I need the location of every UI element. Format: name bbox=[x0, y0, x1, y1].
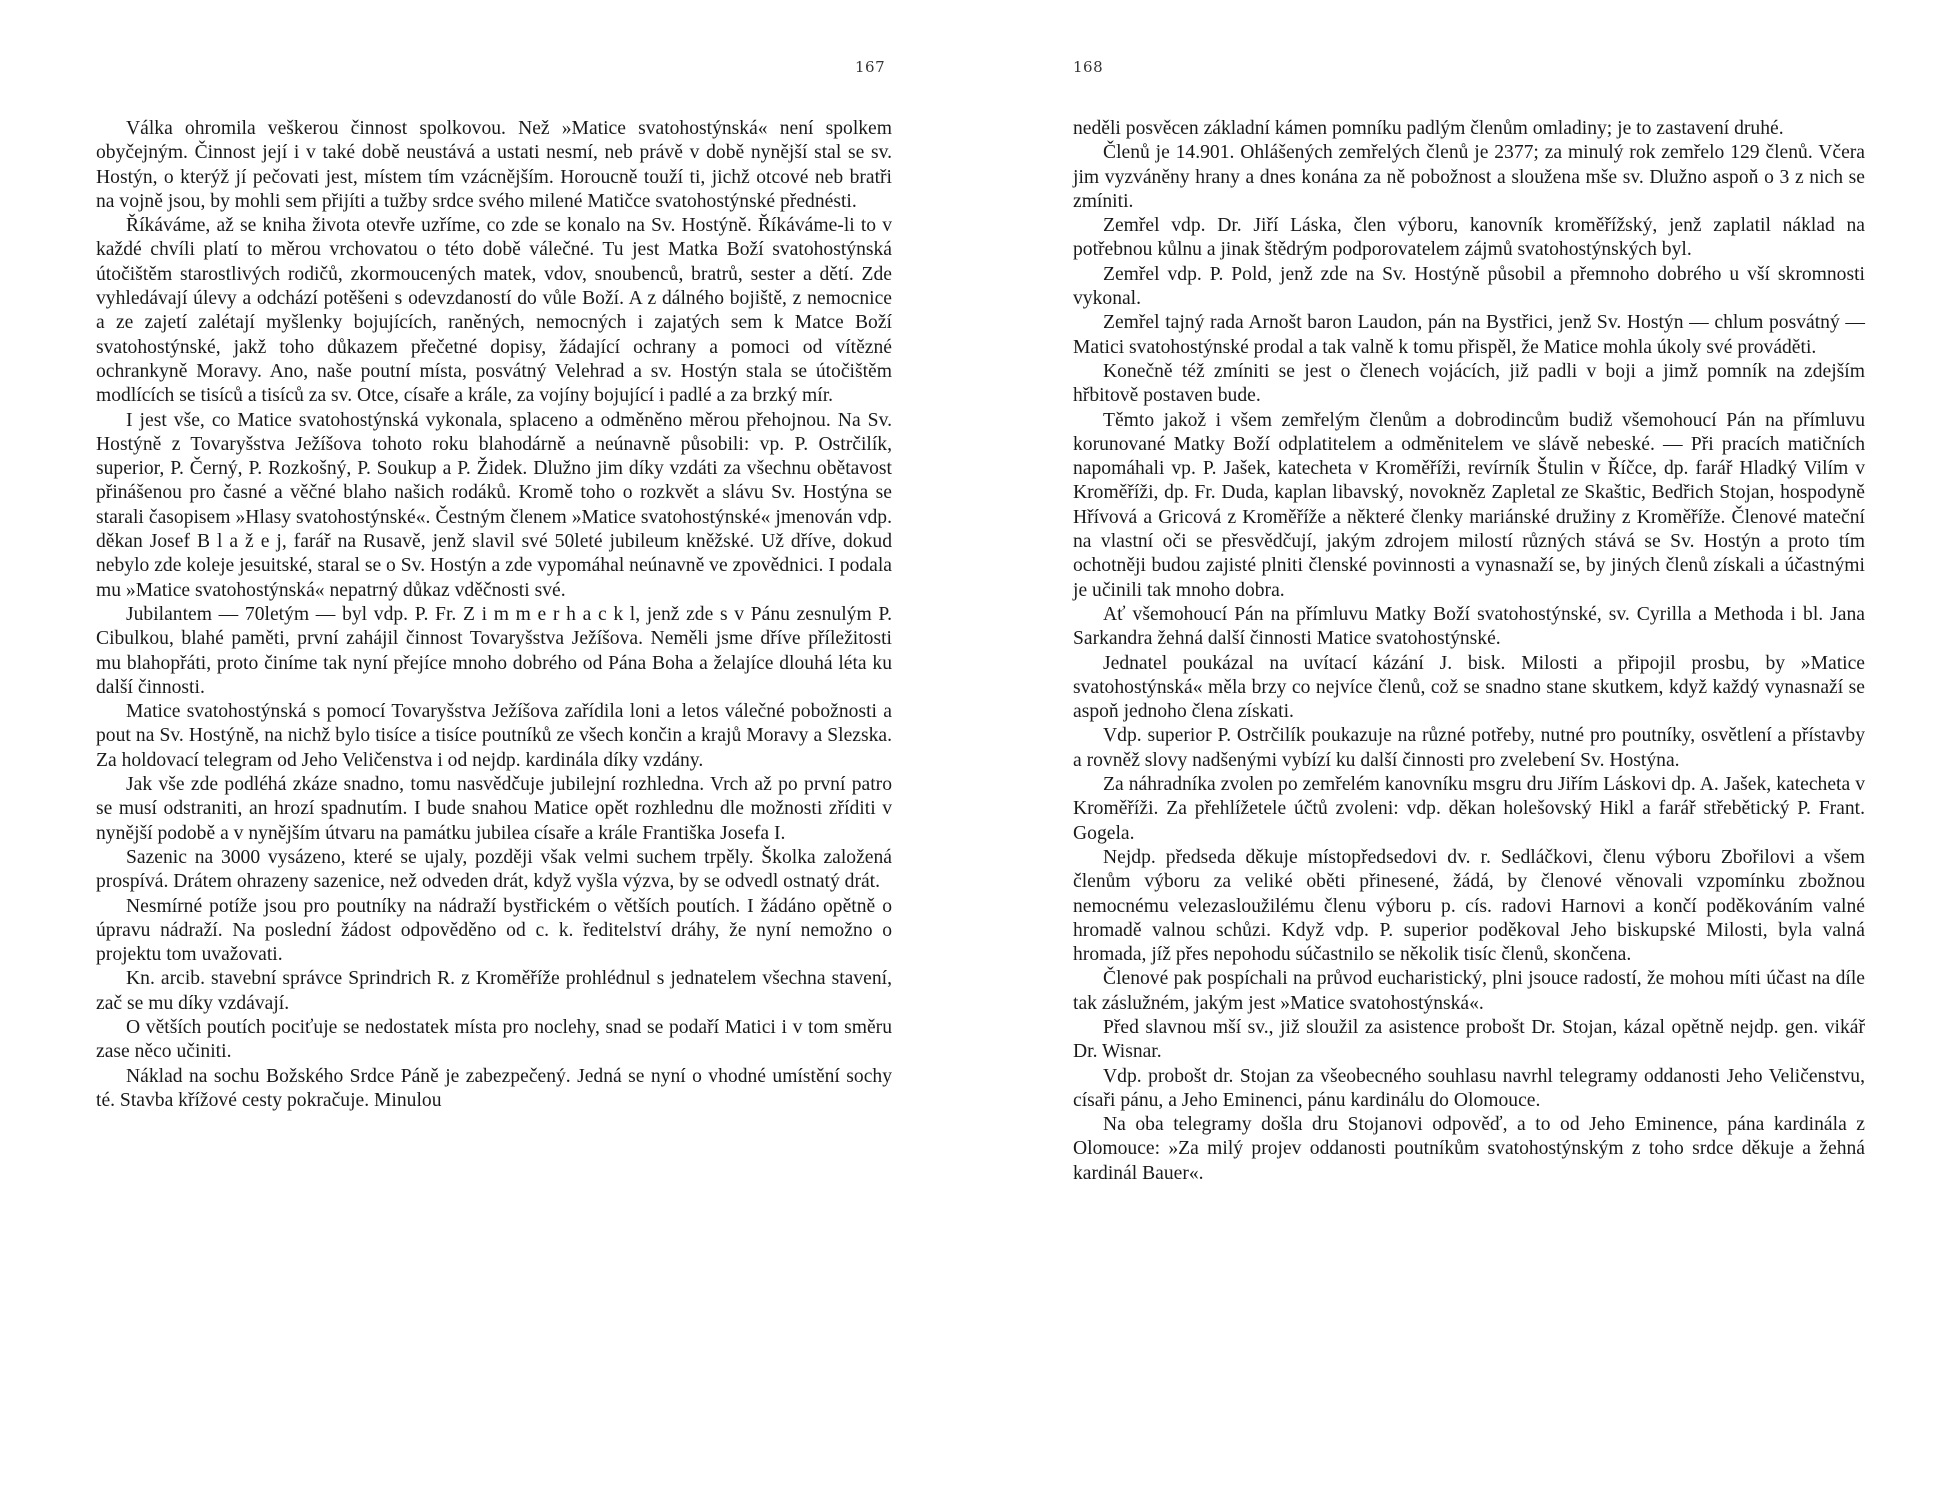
paragraph: Za náhradníka zvolen po zemřelém kanovníku msgru dru Jiřím Láskovi dp. A. Jašek, katecheta v Kroměříži. Za přehlížetele účtů zvoleni: vdp. děkan holešovský Hikl a farář střebětický P. Frant. Gogela. bbox=[1073, 774, 1865, 844]
paragraph: Válka ohromila veškerou činnost spolkovou. Než »Matice svatohostýnská« není spolkem obyčejným. Činnost její i v také době neustává a ustati nesmí, neb právě v době nynější stal se sv. Hostýn, o kterýž jí pečovati jest, místem tím vzácnějším. Horoucně touží ti, jichž otcové neb bratři na vojně jsou, by mohli sem přijíti a tužby srdce svého milené Matičce svatohostýnské přednésti. bbox=[96, 118, 892, 212]
paragraph: Vdp. superior P. Ostrčilík poukazuje na různé potřeby, nutné pro poutníky, osvětlení a přístavby a rovněž slovy nadšenými vybízí ku další činnosti pro zvelebení Sv. Hostýna. bbox=[1073, 725, 1865, 771]
paragraph: Členové pak pospíchali na průvod eucharistický, plni jsouce radostí, že mohou míti účast na díle tak záslužném, jakým jest »Matice svatohostýnská«. bbox=[1073, 968, 1865, 1014]
paragraph: Sazenic na 3000 vysázeno, které se ujaly, později však velmi suchem trpěly. Školka založená prospívá. Drátem ohrazeny sazenice, než odveden drát, když vyšla výzva, by se odvedl ostnatý drát. bbox=[96, 846, 892, 893]
paragraph: Jubilantem — 70letým — byl vdp. P. Fr. Z i m m e r h a c k l, jenž zde s v Pánu zesnulým P. Cibulkou, blahé paměti, první zahájil činnost Tovaryšstva Ježíšova. Neměli jsme dříve příležitosti mu blahopřáti, proto činíme tak nyní přejíce mnoho dobrého od Pána Boha a želajíce dlouhá léta ku další činnosti. bbox=[96, 603, 892, 698]
paragraph: O větších poutích pociťuje se nedostatek místa pro noclehy, snad se podaří Matici i v tom směru zase něco učiniti. bbox=[96, 1016, 892, 1063]
page-number-left: 167 bbox=[855, 58, 886, 76]
paragraph: Vdp. probošt dr. Stojan za všeobecného souhlasu navrhl telegramy oddanosti Jeho Veličenstvu, císaři pánu, a Jeho Eminenci, pánu kardinálu do Olomouce. bbox=[1073, 1065, 1865, 1111]
paragraph: Těmto jakož i všem zemřelým členům a dobrodincům budiž všemohoucí Pán na přímluvu korunované Matky Boží odplatitelem a odměnitelem ve slávě nebeské. — Při pracích matičních napomáhali vp. P. Jašek, katecheta v Kroměříži, revírník Štulin v Říčce, dp. farář Hladký Vilím v Kroměříži, dp. Fr. Duda, kaplan libavský, novokněz Zapletal ze Skaštic, Bedřich Stojan, hospodyně Hřívová a Gricová z Kroměříže a některé členky mariánské družiny z Kroměříže. Členové mateční na vlastní oči se přesvědčují, jakým zdrojem milostí různých stává se Sv. Hostýn a proto tím ochotněji budou zajisté plniti členské povinnosti a vynasnaží se, by jiných členů získali a účastnými je učinili tak mnoho dobra. bbox=[1073, 409, 1865, 601]
paragraph: Na oba telegramy došla dru Stojanovi odpověď, a to od Jeho Eminence, pána kardinála z Olomouce: »Za milý projev oddanosti poutníkům svatohostýnským z toho srdce děkuje a žehná kardinál Bauer«. bbox=[1073, 1114, 1865, 1184]
paragraph: Náklad na sochu Božského Srdce Páně je zabezpečený. Jedná se nyní o vhodné umístění sochy té. Stavba křížové cesty pokračuje. Minulou bbox=[96, 1065, 892, 1111]
paragraph: Jak vše zde podléhá zkáze snadno, tomu nasvědčuje jubilejní rozhledna. Vrch až po první patro se musí odstraniti, an hrozí spadnutím. I bude snahou Matice opět rozhlednu dle možnosti zříditi v nynější podobě a v nynějším útvaru na památku jubilea císaře a krále Františka Josefa I. bbox=[96, 774, 892, 844]
paragraph: Nesmírné potíže jsou pro poutníky na nádraží bystřickém o větších poutích. I žádáno opětně o úpravu nádraží. Na poslední žádost odpověděno od c. k. ředitelství dráhy, že nyní nemožno o projektu tom uvažovati. bbox=[96, 895, 892, 966]
paragraph: Před slavnou mší sv., již sloužil za asistence probošt Dr. Stojan, kázal opětně nejdp. gen. vikář Dr. Wisnar. bbox=[1073, 1016, 1865, 1063]
paragraph: Konečně též zmíniti se jest o členech vojácích, již padli v boji a jimž pomník na zdejším hřbitově postaven bude. bbox=[1073, 360, 1865, 407]
right-page-text bbox=[1073, 117, 1865, 1186]
paragraph: Zemřel tajný rada Arnošt baron Laudon, pán na Bystřici, jenž Sv. Hostýn — chlum posvátný — Matici svatohostýnské prodal a tak valně k tomu přispěl, že Matice mohla úkoly své prováděti. bbox=[1073, 312, 1865, 358]
paragraph: Zemřel vdp. Dr. Jiří Láska, člen výboru, kanovník kroměřížský, jenž zaplatil náklad na potřebnou kůlnu a jinak štědrým podporovatelem zájmů svatohostýnských byl. bbox=[1073, 215, 1865, 261]
paragraph: Kn. arcib. stavební správce Sprindrich R. z Kroměříže prohlédnul s jednatelem všechna stavení, zač se mu díky vzdávají. bbox=[96, 968, 892, 1014]
right-page bbox=[973, 0, 1946, 1500]
page-number-right: 168 bbox=[1073, 58, 1104, 76]
paragraph-continuation: neděli posvěcen základní kámen pomníku padlým členům omladiny; je to zastavení druhé. bbox=[1073, 118, 1784, 139]
paragraph: Zemřel vdp. P. Pold, jenž zde na Sv. Hostýně působil a přemnoho dobrého u vší skromnosti vykonal. bbox=[1073, 263, 1865, 310]
paragraph: Nejdp. předseda děkuje místopředsedovi dv. r. Sedláčkovi, členu výboru Zbořilovi a všem členům výboru za veliké oběti přinesené, žádá, by členové věnovali vzpomínku zbožnou nemocnému velezasloužilému členu výboru p. cís. radovi Harnovi a končí poděkováním valné hromadě valnou schůzi. Když vdp. P. superior poděkoval Jeho biskupské Milosti, byla valná hromada, jíž přes nepohodu súčastnilo se několik tisíc členů, skončena. bbox=[1073, 846, 1865, 966]
paragraph: Matice svatohostýnská s pomocí Tovaryšstva Ježíšova zařídila loni a letos válečné pobožnosti a pout na Sv. Hostýně, na nichž bylo tisíce a tisíce poutníků ze všech končin a krajů Moravy a Slezska. Za holdovací telegram od Jeho Veličenstva i od nejdp. kardinála díky vzdány. bbox=[96, 701, 892, 771]
paragraph: Členů je 14.901. Ohlášených zemřelých členů je 2377; za minulý rok zemřelo 129 členů. Včera jim vyzváněny hrany a dnes konána za ně pobožnost a sloužena mše sv. Dlužno aspoň o 3 z nich se zmíniti. bbox=[1073, 142, 1865, 212]
paragraph: Jednatel poukázal na uvítací kázání J. bisk. Milosti a připojil prosbu, by »Matice svatohostýnská« měla brzy co nejvíce členů, což se snadno stane skutkem, když každý vynasnaží se aspoň jednoho člena získati. bbox=[1073, 652, 1865, 723]
paragraph: Říkáváme, až se kniha života otevře uzříme, co zde se konalo na Sv. Hostýně. Říkáváme-li to v každé chvíli platí to měrou vrchovatou o této době válečné. Tu jest Matka Boží svatohostýnská útočištěm starostlivých rodičů, zkormoucených matek, vdov, snoubenců, bratrů, sester a dětí. Zde vyhledávají úlevy a odchází potěšeni s odevzdaností do vůle Boží. A z dálného bojiště, z nemocnice a ze zajetí zalétají myšlenky bojujících, raněných, nemocných i zajatých sem k Matce Boží svatohostýnské, jakž toho důkazem přečetné dopisy, žádající ochrany a pomoci od vítězné ochrankyně Moravy. Ano, naše poutní místa, posvátný Velehrad a sv. Hostýn stala se útočištěm modlících se tisíců a tisíců za sv. Otce, císaře a krále, za vojíny bojující i padlé a za brzký mír. bbox=[96, 215, 892, 407]
paragraph: I jest vše, co Matice svatohostýnská vykonala, splaceno a odměněno měrou přehojnou. Na Sv. Hostýně z Tovaryšstva Ježíšova tohoto roku blahodárně a neúnavně působili: vp. P. Ostrčilík, superior, P. Černý, P. Rozkošný, P. Soukup a P. Židek. Dlužno jim díky vzdáti za všechnu obětavost přinášenou pro časné a věčné blaho našich rodáků. Kromě toho o rozkvět a slávu Sv. Hostýna se starali časopisem »Hlasy svatohostýnské«. Čestným členem »Matice svatohostýnské« jmenován vdp. děkan Josef B l a ž e j, farář na Rusavě, jenž slavil své 50leté jubileum kněžské. Už dříve, dokud nebylo zde koleje jesuitské, staral se o Sv. Hostýn a zde vypomáhal neúnavně ve zpovědnici. I podala mu »Matice svatohostýnská« nepatrný důkaz vděčnosti své. bbox=[96, 409, 892, 601]
paragraph: Ať všemohoucí Pán na přímluvu Matky Boží svatohostýnské, sv. Cyrilla a Methoda i bl. Jana Sarkandra žehná další činnosti Matice svatohostýnské. bbox=[1073, 603, 1865, 650]
left-page-text bbox=[96, 117, 892, 1113]
